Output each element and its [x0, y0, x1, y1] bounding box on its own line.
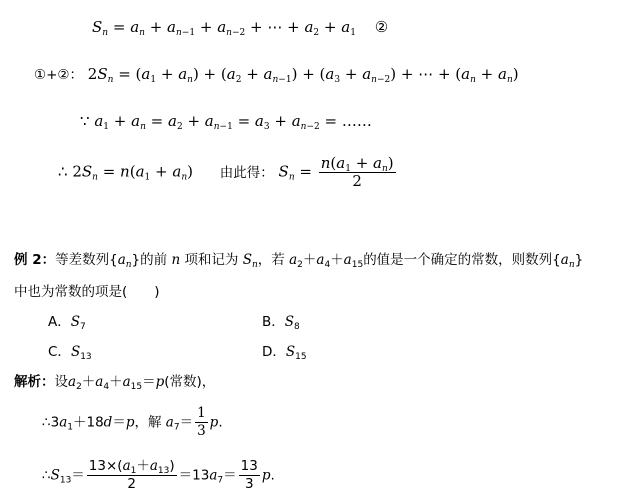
equation-pair-equality: ∵ $a_1 + a_n = a_2 + a_{n-1} = a_3 + a_{n-2}$ = …… — [80, 112, 372, 132]
fraction-one-third: $\frac{1}{3}$ — [197, 405, 206, 439]
example-question-line1: 例 2：等差数列$\{a_n\}$的前 n 项和记为 $S_n$，若 $a_2+a_4+a_{15}$的值是一个确定的常数，则数列$\{a_n\}$ — [14, 252, 584, 270]
option-a: A．$S_7$ — [48, 314, 86, 332]
fraction-thirteen-thirds: $\frac{13}{3}$ — [240, 458, 258, 492]
solution-line1: 解析：设$a_2+a_4+a_{15}=p$(常数)， — [14, 374, 216, 392]
equation-sum-formula: ∴ $2S_n = n(a_1 + a_n)$ 由此得： $S_n$ = $\frac{n(a_1 + a_n)}{2}$ — [58, 154, 394, 190]
solution-line2: $\therefore 3a_1+18d=p$，解 $a_7=$ $\frac{1}{3}$ p. — [42, 405, 223, 439]
ellipsis: …… — [341, 112, 372, 130]
circled-2-label: ② — [374, 18, 389, 36]
because-symbol: ∵ — [80, 112, 90, 130]
solution-label: 解析 — [14, 374, 41, 390]
hence-text: 由此得： — [219, 164, 274, 181]
option-c: C．$S_{13}$ — [48, 344, 92, 362]
therefore-symbol: ∴ — [58, 162, 68, 181]
equation-reverse-sum: $S_n = a_n + a_{n-1} + a_{n-2}$ + ⋯ + $a_2 + a_1$ ② — [92, 18, 389, 38]
fraction-s13: $\frac{13\times(a_1+a_{13})}{2}$ — [88, 458, 175, 492]
sum-prefix: ①+②： — [34, 67, 84, 83]
option-d: D．$S_{15}$ — [262, 344, 307, 362]
equation-add-sums: ①+②： $2S_n = (a_1 + a_n) + (a_2 + a_{n-1}) + (a_3 + a_{n-2})$ + ⋯ + $(a_n + a_n)$ — [34, 65, 519, 85]
solution-line3: $\therefore S_{13}=$ $\frac{13\times(a_1+a_{13})}{2}$ $=13a_7=$ $\frac{13}{3}$ p. — [42, 458, 275, 492]
example-question-line2: 中也为常数的项是( ) — [14, 284, 160, 300]
sum-fraction: $\frac{n(a_1 + a_n)}{2}$ — [320, 154, 394, 190]
option-b: B．$S_8$ — [262, 314, 300, 332]
example-label: 例 2 — [14, 252, 42, 268]
